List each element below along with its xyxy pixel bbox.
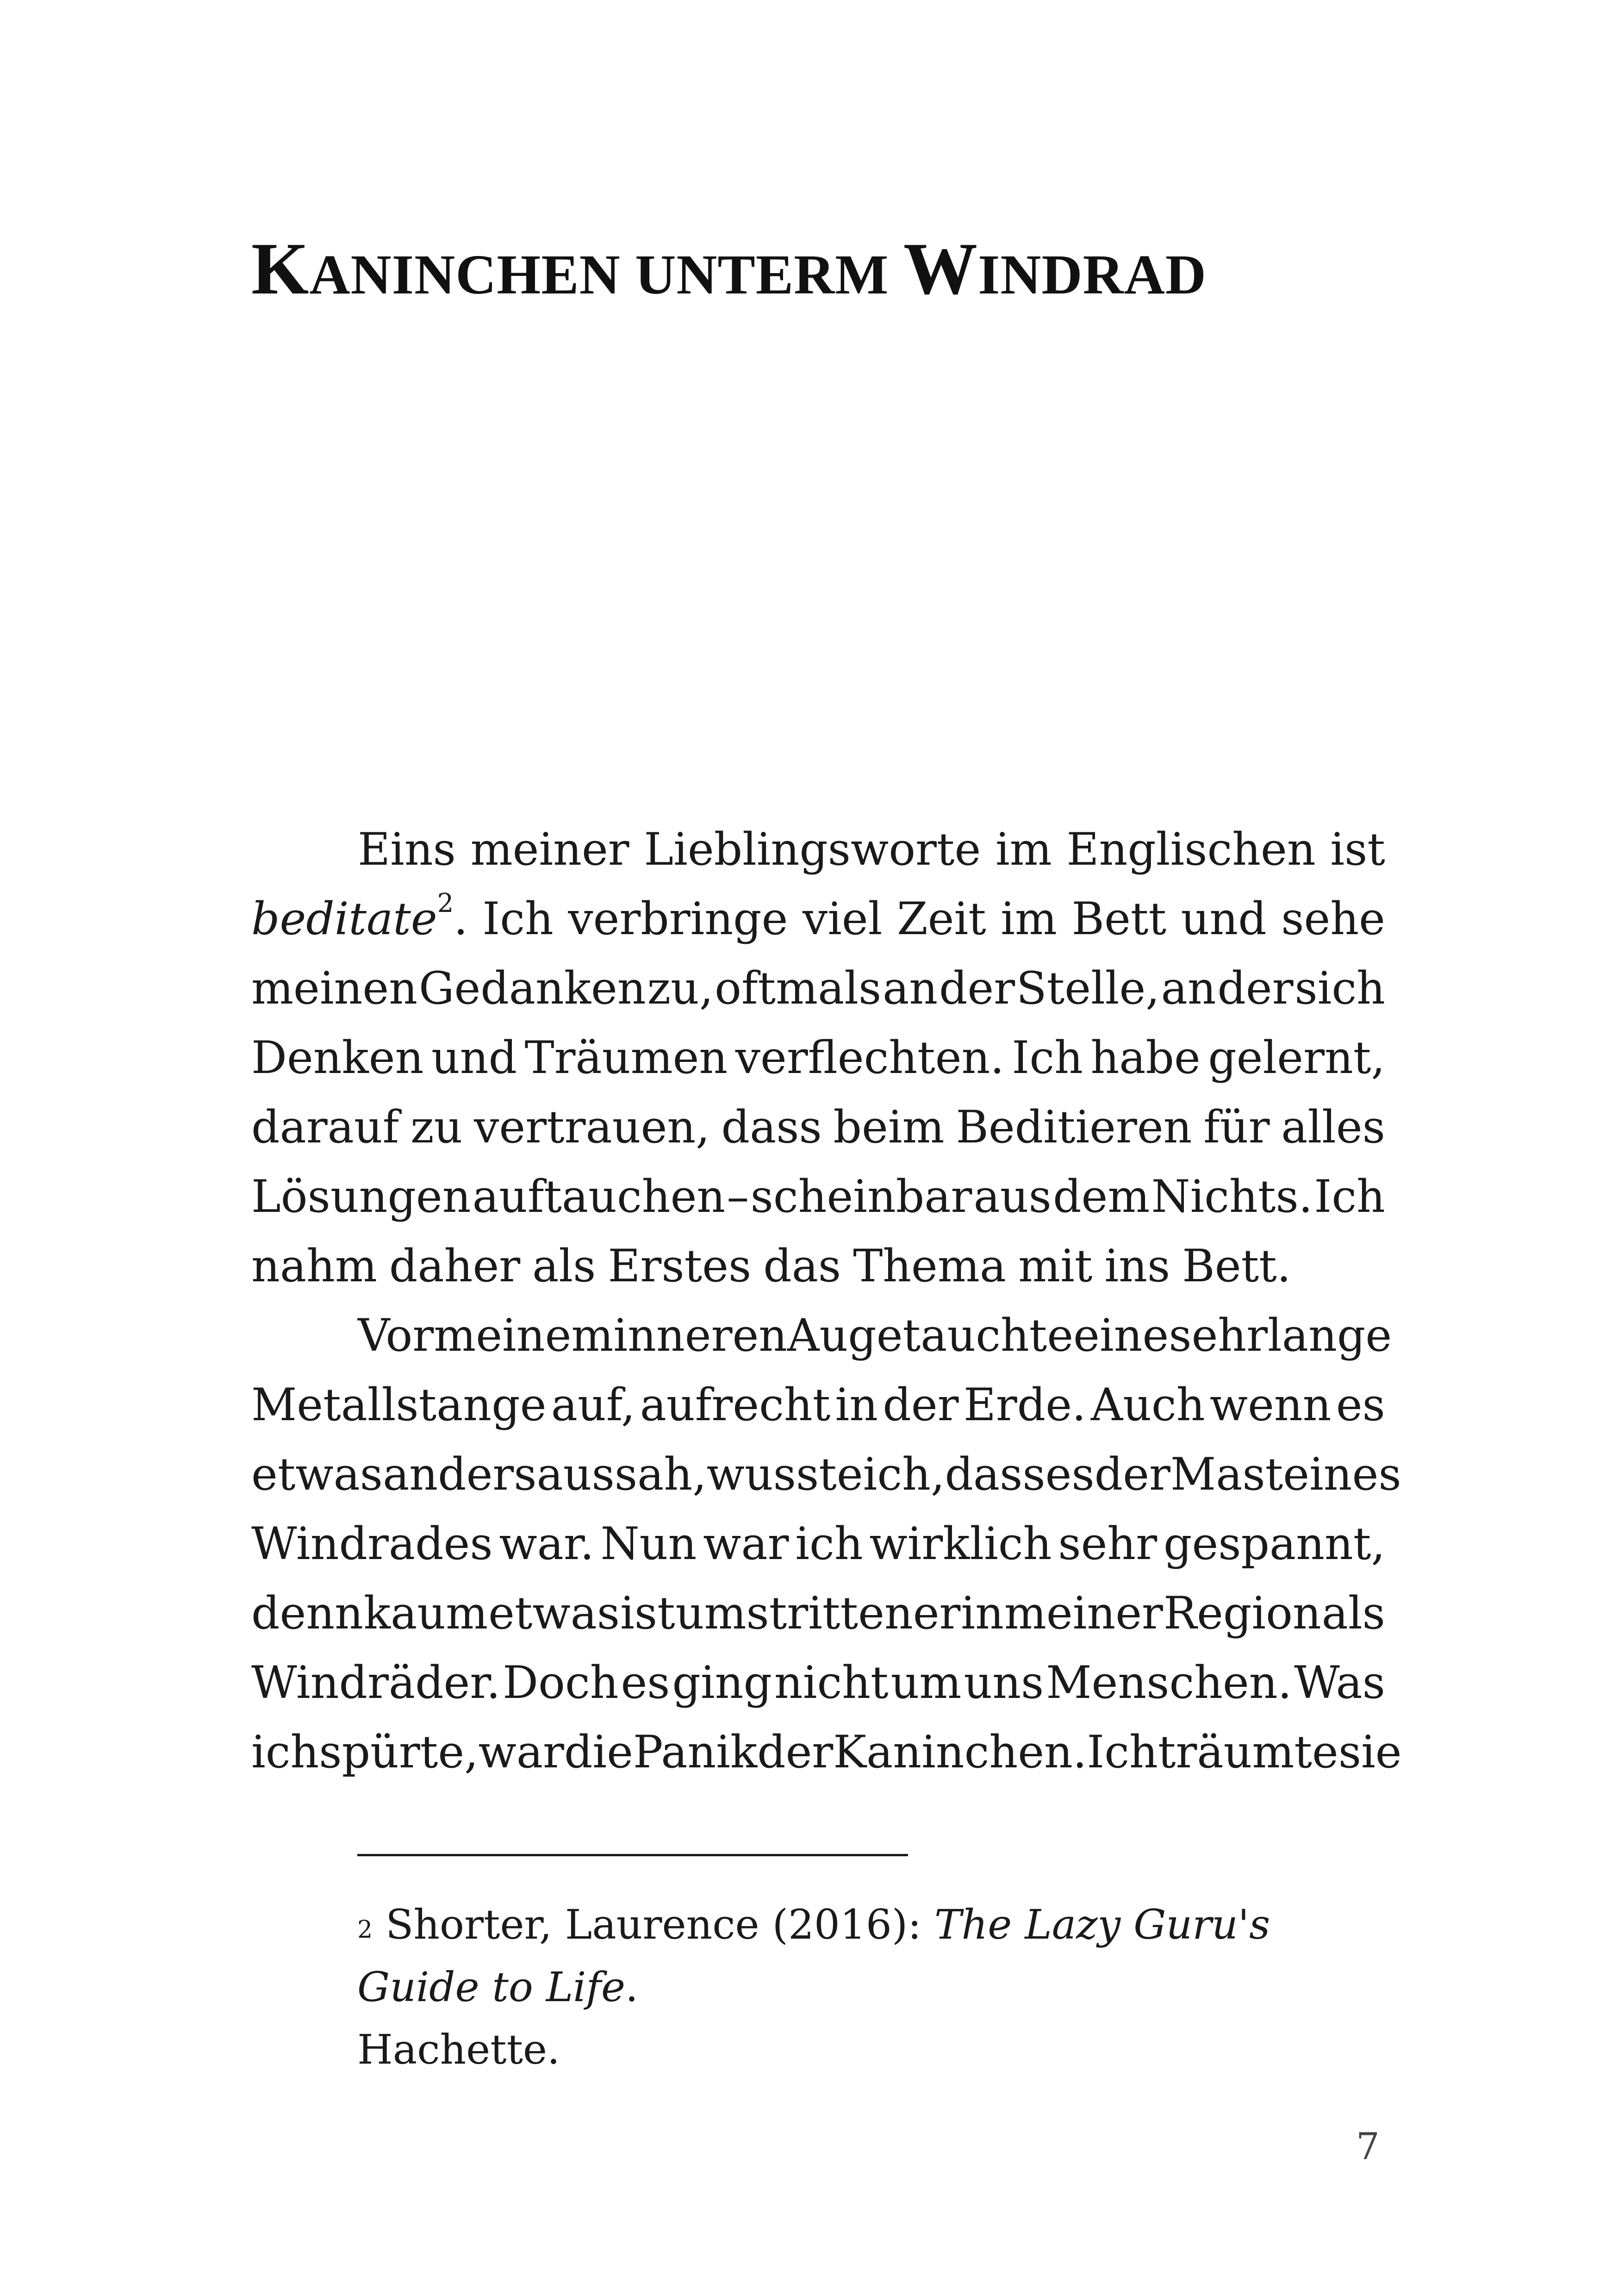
body-word: Auch: [1090, 1379, 1205, 1431]
body-line: [251, 1162, 1385, 1231]
body-word: im: [995, 824, 1052, 875]
body-word: aufrecht: [640, 1379, 831, 1431]
body-word: dem: [1053, 1171, 1150, 1223]
footnote: [357, 1893, 1389, 2081]
page-number: 7: [1356, 2125, 1380, 2168]
body-word: Menschen.: [1046, 1657, 1292, 1709]
body-word: umstrittener: [675, 1587, 961, 1639]
body-word: war.: [499, 1518, 594, 1570]
body-word: aussah,: [536, 1448, 707, 1500]
body-word: uns: [964, 1657, 1044, 1709]
body-word: ich: [251, 1726, 319, 1778]
body-word: Lieblingsworte: [644, 824, 981, 875]
body-line: [251, 1440, 1401, 1509]
body-word: im: [1001, 893, 1058, 945]
body-word: Mast: [1170, 1448, 1283, 1500]
body-word: Erde.: [963, 1379, 1086, 1431]
body-word: Eins: [358, 824, 456, 875]
body-word: wenn: [1209, 1379, 1332, 1431]
body-word: der: [939, 962, 1015, 1014]
body-word: auf,: [551, 1379, 635, 1431]
footnote-divider: [357, 1854, 908, 1856]
body-word: meinen: [251, 962, 418, 1014]
footnote-author: Shorter, Laurence (2016):: [386, 1901, 934, 1948]
body-word: dass: [721, 1101, 822, 1153]
body-word: Ich: [1314, 1171, 1385, 1223]
body-word: Windrades: [251, 1518, 493, 1570]
chapter-title-part: W: [903, 227, 978, 310]
body-word: Stelle,: [1016, 962, 1160, 1014]
body-word: Thema: [853, 1240, 1007, 1292]
body-word: in: [835, 1379, 878, 1431]
body-line: [251, 1717, 1402, 1787]
body-word: und: [431, 1032, 517, 1084]
body-word: eines: [1283, 1448, 1401, 1500]
body-word: in: [961, 1587, 1004, 1639]
body-word: denn: [251, 1587, 363, 1639]
body-word: Lösungen: [251, 1171, 471, 1223]
body-word: tauchte: [902, 1310, 1074, 1361]
body-word: Gedanken: [418, 962, 646, 1014]
body-word: zu,: [647, 962, 714, 1014]
body-word: der: [1094, 1448, 1170, 1500]
body-word: ich: [795, 1518, 863, 1570]
body-word: auftauchen: [472, 1171, 726, 1223]
body-word: aus: [973, 1171, 1052, 1223]
body-word: Träumen: [524, 1032, 728, 1084]
body-word: Englischen: [1066, 824, 1316, 875]
footnote-reference[interactable]: 2: [437, 888, 454, 918]
body-word: Vor: [358, 1310, 434, 1361]
body-text: [251, 815, 1402, 1787]
body-word: Was: [1294, 1657, 1385, 1709]
body-word: ich,: [863, 1448, 945, 1500]
body-word: an: [883, 962, 938, 1014]
body-word: habe: [1090, 1032, 1201, 1084]
body-line: [251, 1578, 1385, 1648]
body-word: scheinbar: [750, 1171, 972, 1223]
body-word: war: [703, 1518, 789, 1570]
body-word: anders: [383, 1448, 537, 1500]
body-word: als: [532, 1240, 596, 1292]
body-line: [251, 1301, 1392, 1370]
body-word: beim: [833, 1101, 945, 1153]
body-word: dass: [945, 1448, 1045, 1500]
footnote-book-title: The Lazy Guru's Guide to Life: [357, 1901, 1270, 2011]
body-word: als: [1321, 1587, 1385, 1639]
body-word: meiner: [470, 824, 629, 875]
body-word: verflechten.: [735, 1032, 1004, 1084]
body-line: [251, 954, 1385, 1023]
body-word: Zeit: [896, 893, 986, 945]
chapter-title-part: K: [251, 227, 310, 310]
body-word: nahm: [251, 1240, 377, 1292]
body-word: alles: [1281, 1101, 1385, 1153]
body-word: sehr: [1169, 1310, 1268, 1361]
footnote-publisher: Hachette.: [357, 2026, 560, 2073]
body-word: war: [478, 1726, 564, 1778]
body-word: lange: [1268, 1310, 1392, 1361]
body-line: [251, 815, 1385, 884]
body-word: ist: [1330, 824, 1385, 875]
body-word: meiner: [1004, 1587, 1163, 1639]
body-word: sehe: [1281, 893, 1385, 945]
body-word: eine: [1073, 1310, 1169, 1361]
body-word: ist: [620, 1587, 675, 1639]
body-line: [251, 1370, 1385, 1440]
chapter-title-part: INDRAD: [977, 243, 1207, 306]
body-word: spürte,: [319, 1726, 479, 1778]
body-word: an: [1161, 962, 1216, 1014]
body-line: [251, 1648, 1385, 1717]
body-word: darauf: [251, 1101, 399, 1153]
body-line: [251, 1231, 1385, 1301]
body-word: es: [1336, 1379, 1385, 1431]
body-word: –: [727, 1171, 749, 1223]
body-word: das: [763, 1240, 841, 1292]
chapter-title-part: ANINCHEN UNTERM: [309, 243, 903, 306]
body-word: nicht: [774, 1657, 889, 1709]
body-word: Metallstange: [251, 1379, 547, 1431]
body-word: Kaninchen.: [833, 1726, 1087, 1778]
body-word: mit: [1018, 1240, 1093, 1292]
body-word: es: [1045, 1448, 1095, 1500]
body-word: Doch: [503, 1657, 619, 1709]
body-word: oftmals: [715, 962, 882, 1014]
body-word: ging: [672, 1657, 772, 1709]
body-line: [251, 1023, 1385, 1092]
body-word: träumte: [1157, 1726, 1338, 1778]
body-word: Panik: [633, 1726, 758, 1778]
body-word: Auge: [787, 1310, 903, 1361]
body-word: für: [1203, 1101, 1270, 1153]
body-word: Bett: [1071, 893, 1167, 945]
body-word: Beditieren: [956, 1101, 1192, 1153]
body-line: [251, 1509, 1385, 1578]
body-line: [251, 884, 1385, 954]
body-word: verbringe: [568, 893, 788, 945]
body-word: die: [564, 1726, 633, 1778]
body-word: ins: [1104, 1240, 1170, 1292]
body-word: meinem: [434, 1310, 614, 1361]
body-word: etwas: [488, 1587, 620, 1639]
body-word: der: [883, 1379, 959, 1431]
body-word: gelernt,: [1208, 1032, 1385, 1084]
footnote-marker: 2: [357, 1916, 373, 1944]
body-word: wirklich: [869, 1518, 1052, 1570]
body-word: daher: [389, 1240, 521, 1292]
body-word: Ich: [1087, 1726, 1158, 1778]
body-word: sie: [1338, 1726, 1402, 1778]
body-word: sich: [1294, 962, 1385, 1014]
body-word: Region: [1163, 1587, 1321, 1639]
body-word: kaum: [363, 1587, 488, 1639]
body-word: um: [890, 1657, 962, 1709]
body-word: Denken: [251, 1032, 424, 1084]
body-word: der: [1217, 962, 1294, 1014]
italic-term-with-footnote-ref: beditate$^2$.: [251, 888, 468, 945]
body-word: Nun: [600, 1518, 697, 1570]
body-word: sehr: [1058, 1518, 1157, 1570]
body-word: Ich: [1012, 1032, 1083, 1084]
footnote-title-period: .: [625, 1963, 639, 2011]
body-word: der: [757, 1726, 834, 1778]
body-word: es: [621, 1657, 670, 1709]
body-word: Bett.: [1182, 1240, 1291, 1292]
chapter-title: [251, 227, 1207, 310]
body-word: inneren: [613, 1310, 788, 1361]
body-word: zu: [410, 1101, 463, 1153]
body-word: wusste: [706, 1448, 863, 1500]
body-word: viel: [802, 893, 883, 945]
body-word: Erstes: [608, 1240, 752, 1292]
body-word: Nichts.: [1151, 1171, 1313, 1223]
body-word: und: [1181, 893, 1267, 945]
body-line: [251, 1092, 1385, 1162]
body-word: Windräder.: [251, 1657, 501, 1709]
footnote-line-1: [357, 1893, 1389, 2018]
body-word: vertrauen,: [474, 1101, 710, 1153]
body-word: Ich: [482, 893, 554, 945]
body-word: gespannt,: [1164, 1518, 1385, 1570]
body-word: etwas: [251, 1448, 383, 1500]
